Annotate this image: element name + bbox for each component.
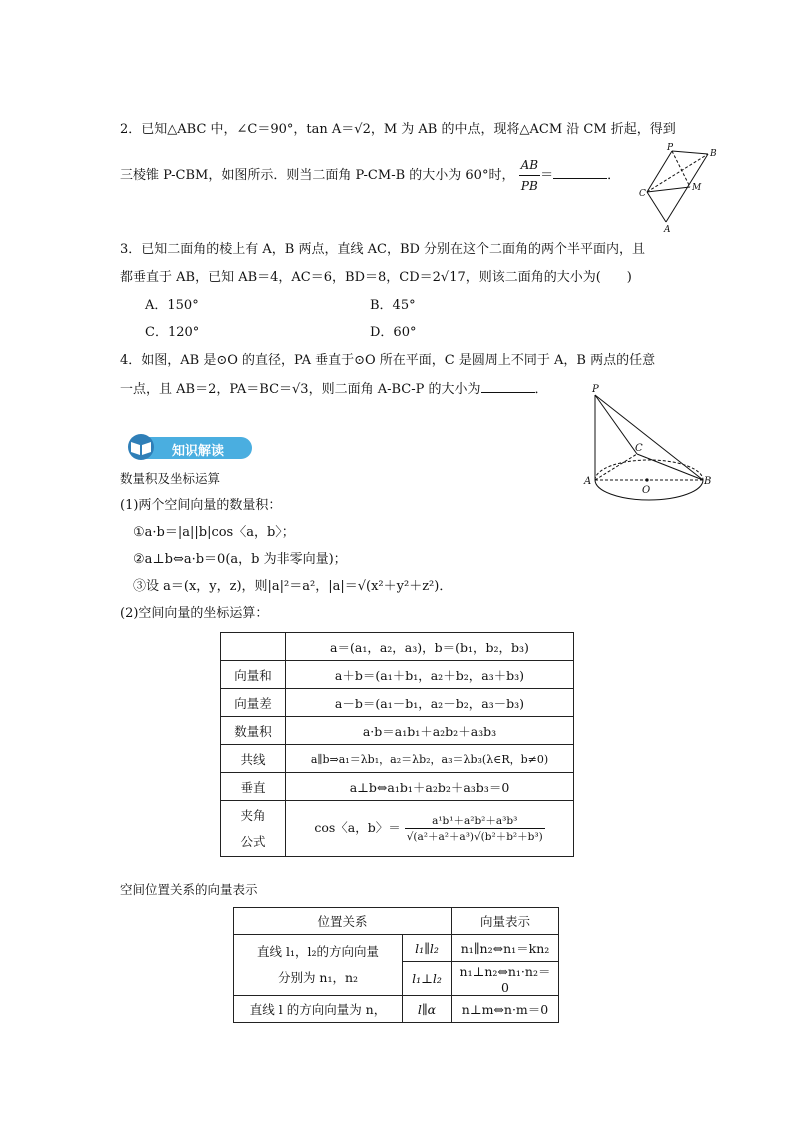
position-row2-rel: l∥α <box>403 996 452 1023</box>
badge-label: 知识解读 <box>172 444 225 459</box>
fig2-label-o: O <box>642 485 651 496</box>
coord-row-label: 向量和 <box>221 661 286 689</box>
position-row2-vec: n⊥m⇔n·m＝0 <box>452 996 559 1023</box>
knowledge-item2: (2)空间向量的坐标运算： <box>120 606 269 621</box>
position-table <box>233 907 559 1023</box>
fig1-label-m: M <box>692 183 702 193</box>
q4-answer-blank[interactable] <box>481 380 535 393</box>
q3-option-c[interactable]: C．120° <box>145 325 200 340</box>
position-row1-a-vec: n₁∥n₂⇔n₁＝kn₂ <box>452 935 559 962</box>
angle-label-2: 公式 <box>240 833 266 849</box>
angle-den: √(a²＋a²＋a³)√(b²＋b²＋b³) <box>406 831 543 843</box>
q3-option-b[interactable]: B．45° <box>370 298 416 313</box>
knowledge-item1: (1)两个空间向量的数量积： <box>120 498 282 513</box>
q3-option-d[interactable]: D．60° <box>370 325 417 340</box>
knowledge-item1-a: ①a·b＝|a||b|cos〈a，b〉； <box>133 525 295 540</box>
coord-row <box>221 689 574 717</box>
fig1-label-a: A <box>664 225 671 234</box>
figure-cone-circle <box>580 380 715 510</box>
q2-equals: ＝ <box>540 168 554 183</box>
position-col1: 位置关系 <box>234 908 452 935</box>
position-row1-b-rel: l₁⊥l₂ <box>403 962 452 996</box>
fig2-label-c: C <box>635 443 643 454</box>
coord-row-angle <box>221 801 574 857</box>
coord-row <box>221 717 574 745</box>
figure-tetrahedron <box>630 142 730 234</box>
coord-row-formula: a⊥b⇔a₁b₁＋a₂b₂＋a₃b₃＝0 <box>286 773 574 801</box>
coord-row <box>221 661 574 689</box>
coord-row-formula: a－b＝(a₁－b₁，a₂－b₂，a₃－b₃) <box>286 689 574 717</box>
q2-frac-num: AB <box>519 155 540 176</box>
position-row1-b-vec: n₁⊥n₂⇔n₁·n₂＝0 <box>452 962 559 996</box>
q4-end: ． <box>534 382 548 397</box>
q2-end: ． <box>607 168 621 183</box>
fig2-label-a: A <box>584 476 592 487</box>
coord-row-formula: a＋b＝(a₁＋b₁，a₂＋b₂，a₃＋b₃) <box>286 661 574 689</box>
q2-fraction <box>519 155 540 196</box>
fig1-label-b: B <box>710 149 717 159</box>
coord-row <box>221 773 574 801</box>
fig2-label-b: B <box>704 476 712 487</box>
book-icon <box>120 432 166 462</box>
fig1-label-p: P <box>667 143 674 153</box>
angle-label-1: 夹角 <box>240 807 266 823</box>
position-row <box>234 996 559 1023</box>
coord-row-formula: a∥b⇒a₁＝λb₁，a₂＝λb₂，a₃＝λb₃(λ∈R，b≠0) <box>286 745 574 773</box>
angle-num: a¹b¹＋a²b²＋a³b³ <box>405 813 545 829</box>
knowledge-item1-c: ③设 a＝(x，y，z)，则|a|²＝a²，|a|＝√(x²＋y²＋z²)． <box>133 579 453 594</box>
coord-row-label: 垂直 <box>221 773 286 801</box>
coord-row-label: 向量差 <box>221 689 286 717</box>
knowledge-heading: 数量积及坐标运算 <box>120 471 221 486</box>
position-col2: 向量表示 <box>452 908 559 935</box>
position-row1-a-rel: l₁∥l₂ <box>403 935 452 962</box>
coord-table <box>220 632 574 857</box>
position-row <box>234 935 559 962</box>
q4-line1: 4．如图，AB 是⊙O 的直径，PA 垂直于⊙O 所在平面，C 是圆周上不同于 A，B 两点的任意 <box>120 353 656 368</box>
position-heading: 空间位置关系的向量表示 <box>120 882 258 897</box>
coord-row-label: 数量积 <box>221 717 286 745</box>
q4-line2 <box>120 380 548 400</box>
q2-answer-blank[interactable] <box>553 166 607 179</box>
position-row1-label-2: 分别为 n₁，n₂ <box>277 970 359 985</box>
fig1-label-c: C <box>639 189 646 199</box>
fig2-label-p: P <box>592 384 599 395</box>
q3-option-a[interactable]: A．150° <box>145 298 199 313</box>
coord-header: a＝(a₁，a₂，a₃)，b＝(b₁，b₂，b₃) <box>286 633 574 661</box>
q4-text: 一点，且 AB＝2，PA＝BC＝√3，则二面角 A-BC-P 的大小为 <box>120 382 481 397</box>
coord-row <box>221 745 574 773</box>
coord-row-formula: a·b＝a₁b₁＋a₂b₂＋a₃b₃ <box>286 717 574 745</box>
q2-text: 三棱锥 P-CBM，如图所示．则当二面角 P-CM-B 的大小为 60°时， <box>120 168 515 183</box>
position-row1-label-1: 直线 l₁，l₂的方向向量 <box>257 944 379 959</box>
q3-line2: 都垂直于 AB，已知 AB＝4，AC＝6，BD＝8，CD＝2√17，则该二面角的大小为( ) <box>120 270 632 285</box>
knowledge-item1-b: ②a⊥b⇔a·b＝0(a，b 为非零向量)； <box>133 552 347 567</box>
q2-frac-den: PB <box>520 179 538 193</box>
angle-prefix: cos〈a，b〉＝ <box>314 820 401 835</box>
knowledge-badge <box>120 432 254 462</box>
q2-line1: 2．已知△ABC 中，∠C＝90°，tan A＝√2，M 为 AB 的中点，现将△ACM 沿 CM 折起，得到 <box>120 122 676 137</box>
position-row2-label: 直线 l 的方向向量为 n， <box>234 996 403 1023</box>
q2-line2 <box>120 155 620 196</box>
angle-fraction <box>405 813 545 844</box>
q3-line1: 3．已知二面角的棱上有 A，B 两点，直线 AC，BD 分别在这个二面角的两个半平面内，且 <box>120 242 646 257</box>
coord-row-label: 共线 <box>221 745 286 773</box>
